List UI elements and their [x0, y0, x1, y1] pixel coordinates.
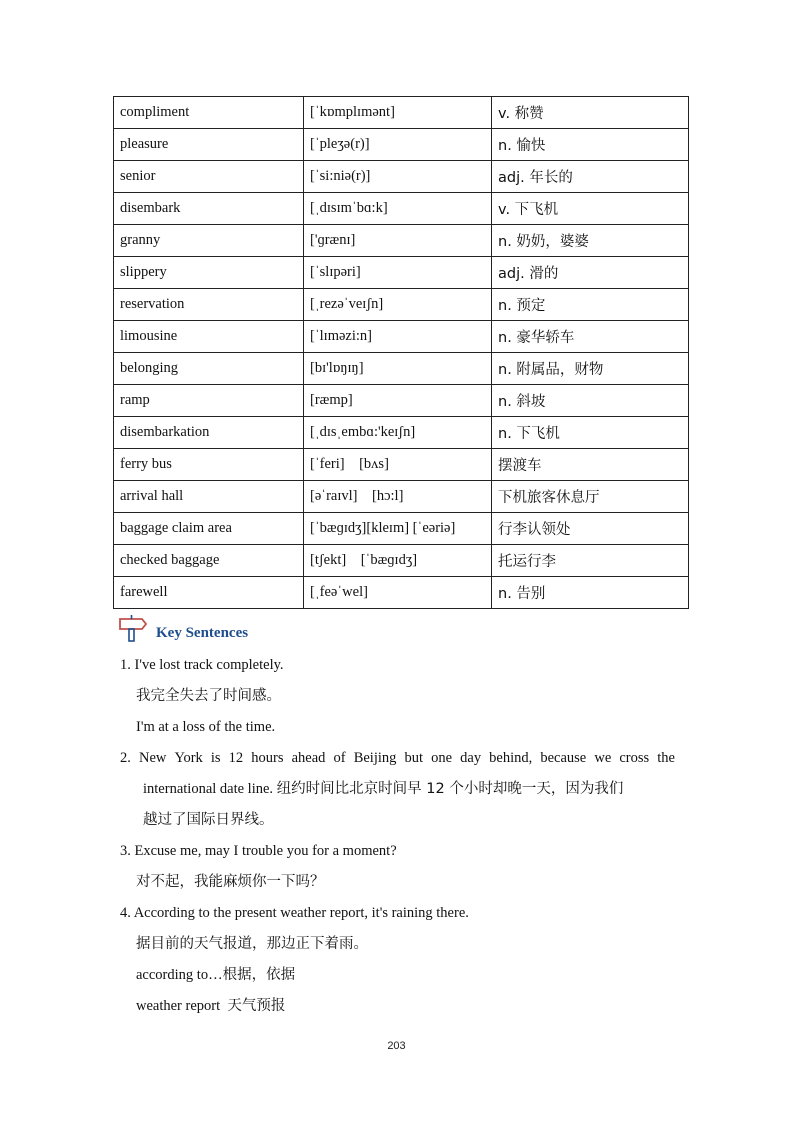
sentence-4-note-1 [120, 960, 680, 991]
vocab-phonetic: [ˈferi] [bʌs] [304, 449, 492, 481]
sentence-1-alternative: I'm at a loss of the time. [136, 719, 276, 735]
vocab-phonetic: [əˈraɪvl] [hɔ:l] [304, 481, 492, 513]
vocab-phonetic: [ˈslɪpəri] [304, 257, 492, 289]
vocab-phonetic: [tʃekt] [ˈbæɡɪdʒ] [304, 545, 492, 577]
note-2-chinese: 天气预报 [227, 998, 286, 1014]
vocab-word: baggage claim area [114, 513, 304, 545]
vocab-meaning: n. 豪华轿车 [492, 321, 689, 353]
vocab-meaning: 下机旅客休息厅 [492, 481, 689, 513]
table-row [114, 417, 689, 449]
sentence-2-word: but [404, 750, 424, 766]
vocab-word: pleasure [114, 129, 304, 161]
sentence-2-word: New [138, 750, 167, 766]
sentence-2-word: because [540, 750, 587, 766]
note-2-english: weather report [136, 998, 228, 1014]
table-row [114, 385, 689, 417]
vocab-word: checked baggage [114, 545, 304, 577]
vocab-phonetic: [ˈbæɡɪdʒ][kleɪm] [ˈeəriə] [304, 513, 492, 545]
vocab-phonetic: [bɪ'lɒŋɪŋ] [304, 353, 492, 385]
vocab-meaning: n. 奶奶，婆婆 [492, 225, 689, 257]
vocab-word: disembark [114, 193, 304, 225]
table-row [114, 193, 689, 225]
sentence-2-word: of [333, 750, 346, 766]
sentence-2-word: day [460, 750, 482, 766]
key-sentences-header [118, 614, 248, 642]
sentence-4-note-2 [120, 991, 680, 1022]
vocab-phonetic: [ˈpleʒə(r)] [304, 129, 492, 161]
vocab-meaning: 摆渡车 [492, 449, 689, 481]
table-row [114, 257, 689, 289]
vocab-phonetic: [ˌfeəˈwel] [304, 577, 492, 609]
vocab-word: reservation [114, 289, 304, 321]
sentence-2-chinese-start: 纽约时间比北京时间早 12 个小时却晚一天，因为我们 [276, 781, 624, 797]
key-sentences-title: Key Sentences [156, 624, 249, 641]
table-row [114, 289, 689, 321]
sentence-2-english-end: international date line. [143, 781, 277, 797]
vocab-meaning: n. 斜坡 [492, 385, 689, 417]
sentence-2-line-1 [120, 743, 675, 774]
vocab-phonetic: [ˈkɒmplɪmənt] [304, 97, 492, 129]
sentence-3-english: 3. Excuse me, may I trouble you for a moment? [120, 843, 397, 859]
sentence-2-chinese-end: 越过了国际日界线。 [143, 812, 274, 828]
vocab-word: granny [114, 225, 304, 257]
sentence-2-word: Beijing [353, 750, 397, 766]
sentence-4-chinese: 据目前的天气报道，那边正下着雨。 [136, 936, 368, 952]
table-row [114, 353, 689, 385]
sentence-2-word: is [210, 750, 221, 766]
vocab-meaning: v. 下飞机 [492, 193, 689, 225]
vocab-word: limousine [114, 321, 304, 353]
vocab-word: ramp [114, 385, 304, 417]
sentence-1-english: 1. I've lost track completely. [120, 657, 284, 673]
sentence-2-word: one [431, 750, 453, 766]
vocab-meaning: n. 下飞机 [492, 417, 689, 449]
sentence-2-word: the [657, 750, 675, 766]
sentence-4-english: 4. According to the present weather report, it's raining there. [120, 905, 469, 921]
vocab-meaning: n. 附属品，财物 [492, 353, 689, 385]
sentence-2-word: ahead [291, 750, 326, 766]
vocab-word: farewell [114, 577, 304, 609]
vocab-meaning: 行李认领处 [492, 513, 689, 545]
table-row [114, 321, 689, 353]
table-row [114, 129, 689, 161]
vocab-meaning: n. 愉快 [492, 129, 689, 161]
sentence-3-chinese: 对不起，我能麻烦你一下吗？ [136, 874, 325, 890]
sentence-2-word: 2. [120, 750, 131, 766]
vocab-phonetic: [ˌdɪsˌembɑ:'keɪʃn] [304, 417, 492, 449]
sentence-1-chinese: 我完全失去了时间感。 [136, 688, 281, 704]
page-number: 203 [387, 1040, 406, 1052]
sentence-2-line-2 [120, 774, 680, 805]
vocab-word: ferry bus [114, 449, 304, 481]
table-row [114, 577, 689, 609]
vocab-meaning: n. 告别 [492, 577, 689, 609]
vocab-word: senior [114, 161, 304, 193]
vocab-word: belonging [114, 353, 304, 385]
sentence-2-word: we [594, 750, 612, 766]
table-row [114, 449, 689, 481]
table-row [114, 481, 689, 513]
vocab-word: arrival hall [114, 481, 304, 513]
vocab-meaning: adj. 滑的 [492, 257, 689, 289]
sentence-2-word: 12 [228, 750, 244, 766]
vocab-phonetic: [ˌrezəˈveɪʃn] [304, 289, 492, 321]
vocab-phonetic: [ˈsi:niə(r)] [304, 161, 492, 193]
table-row [114, 545, 689, 577]
vocab-phonetic: [ræmp] [304, 385, 492, 417]
table-row [114, 161, 689, 193]
vocab-word: disembarkation [114, 417, 304, 449]
table-row [114, 225, 689, 257]
vocab-word: compliment [114, 97, 304, 129]
note-1-chinese: 根据，依据 [222, 967, 296, 983]
key-sentences-list [120, 650, 680, 1022]
vocab-meaning: adj. 年长的 [492, 161, 689, 193]
table-row [114, 513, 689, 545]
vocab-phonetic: [ˌdɪsɪmˈbɑ:k] [304, 193, 492, 225]
signpost-icon [118, 614, 148, 642]
vocab-meaning: v. 称赞 [492, 97, 689, 129]
table-row [114, 97, 689, 129]
note-1-english: according to… [136, 967, 223, 983]
sentence-2-word: cross [619, 750, 650, 766]
vocabulary-table [113, 96, 689, 609]
sentence-2-word: York [174, 750, 203, 766]
vocabulary-table-body [114, 97, 689, 609]
vocab-meaning: 托运行李 [492, 545, 689, 577]
vocab-word: slippery [114, 257, 304, 289]
sentence-2-word: behind, [489, 750, 533, 766]
vocab-meaning: n. 预定 [492, 289, 689, 321]
vocab-phonetic: ['ɡrænɪ] [304, 225, 492, 257]
sentence-2-word: hours [251, 750, 284, 766]
vocab-phonetic: [ˈlɪməzi:n] [304, 321, 492, 353]
